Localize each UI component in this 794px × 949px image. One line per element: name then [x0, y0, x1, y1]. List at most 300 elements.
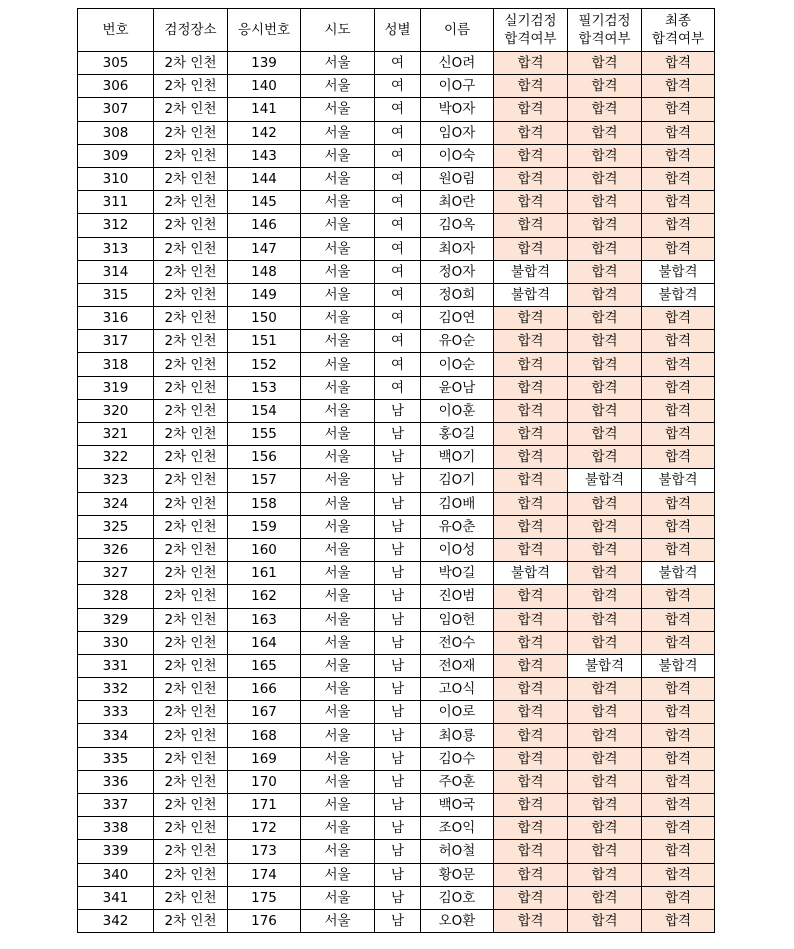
cell-exam-no: 170: [228, 770, 301, 793]
cell-name: 황O문: [421, 863, 494, 886]
cell-written-result: 합격: [568, 794, 642, 817]
table-row: [78, 515, 715, 538]
cell-exam-no: 168: [228, 724, 301, 747]
cell-venue: 2차 인천: [154, 654, 228, 677]
cell-written-result: 합격: [568, 678, 642, 701]
cell-name: 정O자: [421, 260, 494, 283]
cell-venue: 2차 인천: [154, 886, 228, 909]
table-row: [78, 863, 715, 886]
table-row: [78, 678, 715, 701]
table-row: [78, 446, 715, 469]
cell-name: 최O룡: [421, 724, 494, 747]
cell-gender: 남: [375, 654, 421, 677]
cell-written-result: 합격: [568, 631, 642, 654]
cell-no: 308: [78, 121, 154, 144]
cell-written-result: 합격: [568, 562, 642, 585]
cell-venue: 2차 인천: [154, 631, 228, 654]
cell-written-result: 합격: [568, 840, 642, 863]
cell-written-result: 합격: [568, 423, 642, 446]
cell-written-result: 합격: [568, 260, 642, 283]
cell-name: 박O자: [421, 98, 494, 121]
cell-final-result: 불합격: [642, 469, 715, 492]
cell-gender: 여: [375, 237, 421, 260]
header-written-line1: 필기검정: [578, 13, 631, 29]
cell-final-result: 합격: [642, 376, 715, 399]
cell-region: 서울: [301, 724, 375, 747]
cell-venue: 2차 인천: [154, 144, 228, 167]
cell-exam-no: 162: [228, 585, 301, 608]
cell-written-result: 불합격: [568, 654, 642, 677]
cell-written-result: 합격: [568, 330, 642, 353]
cell-venue: 2차 인천: [154, 283, 228, 306]
cell-region: 서울: [301, 307, 375, 330]
cell-name: 임O자: [421, 121, 494, 144]
cell-no: 340: [78, 863, 154, 886]
cell-no: 317: [78, 330, 154, 353]
cell-final-result: 합격: [642, 678, 715, 701]
cell-venue: 2차 인천: [154, 817, 228, 840]
cell-region: 서울: [301, 515, 375, 538]
cell-final-result: 합격: [642, 423, 715, 446]
cell-exam-no: 141: [228, 98, 301, 121]
cell-final-result: 합격: [642, 307, 715, 330]
cell-exam-no: 161: [228, 562, 301, 585]
cell-name: 전O수: [421, 631, 494, 654]
cell-final-result: 합격: [642, 817, 715, 840]
table-row: [78, 353, 715, 376]
cell-exam-no: 139: [228, 52, 301, 75]
cell-exam-no: 154: [228, 399, 301, 422]
cell-region: 서울: [301, 191, 375, 214]
cell-final-result: 합격: [642, 724, 715, 747]
cell-written-result: 합격: [568, 52, 642, 75]
table-row: [78, 399, 715, 422]
cell-venue: 2차 인천: [154, 376, 228, 399]
cell-written-result: 합격: [568, 492, 642, 515]
cell-practical-result: 합격: [494, 724, 568, 747]
cell-exam-no: 173: [228, 840, 301, 863]
cell-written-result: 합격: [568, 724, 642, 747]
cell-final-result: 불합격: [642, 562, 715, 585]
cell-venue: 2차 인천: [154, 214, 228, 237]
cell-practical-result: 합격: [494, 446, 568, 469]
table-row: [78, 724, 715, 747]
cell-gender: 여: [375, 191, 421, 214]
cell-gender: 여: [375, 75, 421, 98]
cell-no: 331: [78, 654, 154, 677]
cell-exam-no: 157: [228, 469, 301, 492]
cell-exam-no: 152: [228, 353, 301, 376]
cell-no: 314: [78, 260, 154, 283]
cell-no: 311: [78, 191, 154, 214]
cell-gender: 남: [375, 747, 421, 770]
cell-written-result: 합격: [568, 585, 642, 608]
cell-name: 최O란: [421, 191, 494, 214]
cell-region: 서울: [301, 608, 375, 631]
cell-written-result: 합격: [568, 307, 642, 330]
cell-written-result: 합격: [568, 98, 642, 121]
cell-exam-no: 174: [228, 863, 301, 886]
cell-region: 서울: [301, 886, 375, 909]
table-row: [78, 654, 715, 677]
cell-final-result: 불합격: [642, 283, 715, 306]
cell-practical-result: 합격: [494, 747, 568, 770]
cell-written-result: 합격: [568, 515, 642, 538]
cell-practical-result: 불합격: [494, 283, 568, 306]
cell-practical-result: 합격: [494, 191, 568, 214]
cell-region: 서울: [301, 678, 375, 701]
cell-name: 유O순: [421, 330, 494, 353]
cell-no: 329: [78, 608, 154, 631]
cell-practical-result: 합격: [494, 770, 568, 793]
cell-written-result: 합격: [568, 283, 642, 306]
cell-no: 310: [78, 167, 154, 190]
cell-gender: 남: [375, 585, 421, 608]
cell-final-result: 합격: [642, 214, 715, 237]
header-name: 이름: [421, 9, 494, 52]
cell-gender: 남: [375, 446, 421, 469]
cell-name: 김O수: [421, 747, 494, 770]
cell-final-result: 합격: [642, 909, 715, 932]
table-row: [78, 492, 715, 515]
cell-name: 백O국: [421, 794, 494, 817]
cell-exam-no: 165: [228, 654, 301, 677]
cell-practical-result: 합격: [494, 144, 568, 167]
cell-region: 서울: [301, 237, 375, 260]
table-row: [78, 538, 715, 561]
cell-region: 서울: [301, 701, 375, 724]
cell-exam-no: 155: [228, 423, 301, 446]
cell-practical-result: 불합격: [494, 562, 568, 585]
cell-gender: 여: [375, 144, 421, 167]
table-row: [78, 423, 715, 446]
cell-name: 전O재: [421, 654, 494, 677]
cell-gender: 남: [375, 492, 421, 515]
cell-no: 341: [78, 886, 154, 909]
cell-venue: 2차 인천: [154, 399, 228, 422]
cell-venue: 2차 인천: [154, 538, 228, 561]
header-region: 시도: [301, 9, 375, 52]
cell-no: 336: [78, 770, 154, 793]
cell-name: 이O훈: [421, 399, 494, 422]
header-final-line2: 합격여부: [651, 31, 705, 47]
cell-name: 이O순: [421, 353, 494, 376]
cell-practical-result: 합격: [494, 886, 568, 909]
cell-name: 윤O남: [421, 376, 494, 399]
table-row: [78, 585, 715, 608]
cell-gender: 여: [375, 121, 421, 144]
cell-practical-result: 합격: [494, 608, 568, 631]
cell-name: 고O식: [421, 678, 494, 701]
cell-final-result: 합격: [642, 631, 715, 654]
cell-no: 322: [78, 446, 154, 469]
cell-written-result: 합격: [568, 191, 642, 214]
cell-final-result: 합격: [642, 330, 715, 353]
cell-region: 서울: [301, 840, 375, 863]
cell-exam-no: 140: [228, 75, 301, 98]
cell-practical-result: 합격: [494, 515, 568, 538]
cell-name: 김O옥: [421, 214, 494, 237]
cell-written-result: 합격: [568, 144, 642, 167]
table-header: [78, 9, 715, 52]
cell-venue: 2차 인천: [154, 330, 228, 353]
cell-venue: 2차 인천: [154, 469, 228, 492]
cell-written-result: 불합격: [568, 469, 642, 492]
header-practical-result: [494, 9, 568, 52]
header-written-result: [568, 9, 642, 52]
cell-gender: 남: [375, 794, 421, 817]
cell-exam-no: 163: [228, 608, 301, 631]
cell-name: 이O구: [421, 75, 494, 98]
cell-exam-no: 171: [228, 794, 301, 817]
cell-region: 서울: [301, 469, 375, 492]
cell-gender: 남: [375, 538, 421, 561]
cell-final-result: 합격: [642, 121, 715, 144]
cell-no: 309: [78, 144, 154, 167]
table-row: [78, 52, 715, 75]
cell-name: 백O기: [421, 446, 494, 469]
cell-name: 최O자: [421, 237, 494, 260]
cell-written-result: 합격: [568, 353, 642, 376]
table-row: [78, 307, 715, 330]
cell-no: 327: [78, 562, 154, 585]
cell-region: 서울: [301, 167, 375, 190]
cell-name: 김O배: [421, 492, 494, 515]
cell-final-result: 합격: [642, 608, 715, 631]
cell-gender: 남: [375, 886, 421, 909]
cell-practical-result: 합격: [494, 52, 568, 75]
cell-no: 342: [78, 909, 154, 932]
cell-no: 321: [78, 423, 154, 446]
cell-region: 서울: [301, 909, 375, 932]
cell-no: 326: [78, 538, 154, 561]
cell-no: 335: [78, 747, 154, 770]
cell-written-result: 합격: [568, 121, 642, 144]
cell-exam-no: 146: [228, 214, 301, 237]
cell-practical-result: 합격: [494, 121, 568, 144]
cell-final-result: 합격: [642, 167, 715, 190]
cell-gender: 여: [375, 283, 421, 306]
cell-no: 316: [78, 307, 154, 330]
cell-gender: 여: [375, 167, 421, 190]
cell-final-result: 합격: [642, 353, 715, 376]
cell-no: 320: [78, 399, 154, 422]
cell-gender: 여: [375, 376, 421, 399]
cell-practical-result: 합격: [494, 794, 568, 817]
cell-no: 337: [78, 794, 154, 817]
cell-gender: 남: [375, 724, 421, 747]
cell-final-result: 합격: [642, 863, 715, 886]
cell-final-result: 합격: [642, 794, 715, 817]
header-written-line2: 합격여부: [578, 31, 631, 47]
cell-name: 오O환: [421, 909, 494, 932]
cell-final-result: 합격: [642, 492, 715, 515]
table-row: [78, 909, 715, 932]
cell-written-result: 합격: [568, 701, 642, 724]
cell-gender: 남: [375, 515, 421, 538]
cell-practical-result: 합격: [494, 863, 568, 886]
table-row: [78, 840, 715, 863]
cell-region: 서울: [301, 144, 375, 167]
table-row: [78, 260, 715, 283]
table-row: [78, 191, 715, 214]
cell-exam-no: 150: [228, 307, 301, 330]
cell-venue: 2차 인천: [154, 701, 228, 724]
cell-region: 서울: [301, 538, 375, 561]
table-row: [78, 747, 715, 770]
cell-region: 서울: [301, 214, 375, 237]
cell-name: 정O희: [421, 283, 494, 306]
cell-name: 임O헌: [421, 608, 494, 631]
cell-written-result: 합격: [568, 608, 642, 631]
cell-name: 유O춘: [421, 515, 494, 538]
header-gender: 성별: [375, 9, 421, 52]
cell-practical-result: 합격: [494, 538, 568, 561]
cell-written-result: 합격: [568, 376, 642, 399]
cell-practical-result: 합격: [494, 98, 568, 121]
cell-no: 306: [78, 75, 154, 98]
cell-region: 서울: [301, 260, 375, 283]
table-row: [78, 330, 715, 353]
cell-venue: 2차 인천: [154, 52, 228, 75]
cell-no: 323: [78, 469, 154, 492]
header-no: 번호: [78, 9, 154, 52]
cell-venue: 2차 인천: [154, 260, 228, 283]
cell-venue: 2차 인천: [154, 747, 228, 770]
cell-written-result: 합격: [568, 446, 642, 469]
cell-written-result: 합격: [568, 75, 642, 98]
table-row: [78, 469, 715, 492]
cell-venue: 2차 인천: [154, 167, 228, 190]
cell-written-result: 합격: [568, 747, 642, 770]
cell-written-result: 합격: [568, 214, 642, 237]
table-row: [78, 608, 715, 631]
cell-practical-result: 합격: [494, 237, 568, 260]
cell-practical-result: 합격: [494, 75, 568, 98]
table-row: [78, 886, 715, 909]
cell-exam-no: 149: [228, 283, 301, 306]
cell-exam-no: 164: [228, 631, 301, 654]
cell-final-result: 합격: [642, 237, 715, 260]
cell-venue: 2차 인천: [154, 794, 228, 817]
cell-final-result: 합격: [642, 770, 715, 793]
table-row: [78, 237, 715, 260]
cell-practical-result: 합격: [494, 585, 568, 608]
cell-practical-result: 합격: [494, 330, 568, 353]
table-row: [78, 98, 715, 121]
cell-final-result: 합격: [642, 191, 715, 214]
cell-gender: 남: [375, 469, 421, 492]
cell-practical-result: 합격: [494, 399, 568, 422]
cell-region: 서울: [301, 492, 375, 515]
cell-practical-result: 합격: [494, 167, 568, 190]
cell-region: 서울: [301, 330, 375, 353]
cell-gender: 여: [375, 98, 421, 121]
cell-region: 서울: [301, 353, 375, 376]
cell-gender: 남: [375, 863, 421, 886]
cell-region: 서울: [301, 376, 375, 399]
cell-exam-no: 147: [228, 237, 301, 260]
cell-final-result: 합격: [642, 515, 715, 538]
results-table: [77, 8, 715, 933]
cell-no: 307: [78, 98, 154, 121]
cell-gender: 남: [375, 701, 421, 724]
cell-practical-result: 합격: [494, 631, 568, 654]
cell-name: 박O길: [421, 562, 494, 585]
cell-no: 325: [78, 515, 154, 538]
cell-final-result: 합격: [642, 52, 715, 75]
cell-exam-no: 175: [228, 886, 301, 909]
table-row: [78, 794, 715, 817]
cell-venue: 2차 인천: [154, 98, 228, 121]
table-row: [78, 701, 715, 724]
cell-exam-no: 156: [228, 446, 301, 469]
cell-no: 339: [78, 840, 154, 863]
cell-final-result: 합격: [642, 585, 715, 608]
header-row: [78, 9, 715, 52]
cell-region: 서울: [301, 446, 375, 469]
cell-practical-result: 합격: [494, 909, 568, 932]
cell-gender: 남: [375, 909, 421, 932]
cell-final-result: 불합격: [642, 654, 715, 677]
cell-written-result: 합격: [568, 399, 642, 422]
cell-region: 서울: [301, 770, 375, 793]
cell-final-result: 합격: [642, 446, 715, 469]
cell-no: 334: [78, 724, 154, 747]
cell-gender: 남: [375, 423, 421, 446]
cell-venue: 2차 인천: [154, 515, 228, 538]
cell-gender: 여: [375, 353, 421, 376]
cell-region: 서울: [301, 75, 375, 98]
cell-name: 허O철: [421, 840, 494, 863]
header-venue: 검정장소: [154, 9, 228, 52]
table-row: [78, 121, 715, 144]
cell-name: 진O범: [421, 585, 494, 608]
cell-practical-result: 합격: [494, 376, 568, 399]
header-final-line1: 최종: [664, 13, 692, 29]
cell-no: 313: [78, 237, 154, 260]
cell-venue: 2차 인천: [154, 237, 228, 260]
cell-venue: 2차 인천: [154, 446, 228, 469]
table-row: [78, 770, 715, 793]
cell-no: 305: [78, 52, 154, 75]
cell-written-result: 합격: [568, 863, 642, 886]
cell-name: 김O연: [421, 307, 494, 330]
cell-venue: 2차 인천: [154, 909, 228, 932]
cell-venue: 2차 인천: [154, 75, 228, 98]
cell-venue: 2차 인천: [154, 770, 228, 793]
cell-name: 홍O길: [421, 423, 494, 446]
cell-region: 서울: [301, 562, 375, 585]
cell-exam-no: 167: [228, 701, 301, 724]
cell-exam-no: 145: [228, 191, 301, 214]
cell-practical-result: 합격: [494, 423, 568, 446]
cell-no: 333: [78, 701, 154, 724]
cell-venue: 2차 인천: [154, 121, 228, 144]
cell-name: 이O성: [421, 538, 494, 561]
cell-final-result: 합격: [642, 886, 715, 909]
cell-venue: 2차 인천: [154, 724, 228, 747]
cell-written-result: 합격: [568, 237, 642, 260]
cell-final-result: 합격: [642, 747, 715, 770]
cell-region: 서울: [301, 817, 375, 840]
cell-region: 서울: [301, 283, 375, 306]
cell-practical-result: 불합격: [494, 260, 568, 283]
table-row: [78, 214, 715, 237]
cell-name: 이O숙: [421, 144, 494, 167]
cell-final-result: 불합격: [642, 260, 715, 283]
header-practical-line1: 실기검정: [504, 13, 557, 29]
